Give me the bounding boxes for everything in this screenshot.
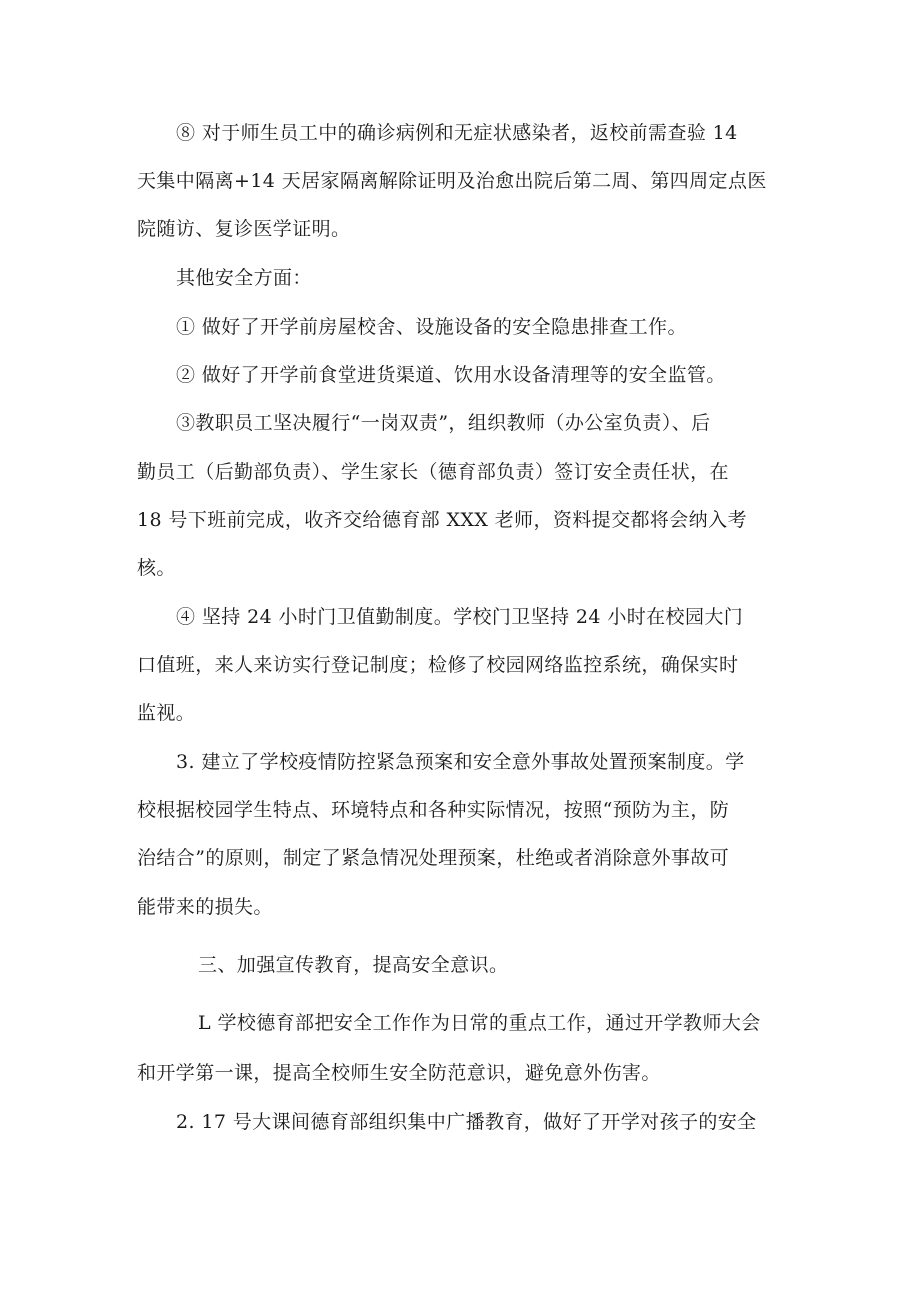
paragraph-line: 3. 建立了学校疫情防控紧急预案和安全意外事故处置预案制度。学 [176, 751, 745, 773]
paragraph-line: ⑧ 对于师生员工中的确诊病例和无症状感染者，返校前需查验 14 [176, 122, 738, 144]
paragraph-line: 能带来的损失。 [137, 896, 273, 918]
paragraph-line: 18 号下班前完成，收齐交给德育部 XXX 老师，资料提交都将会纳入考 [137, 509, 747, 531]
list-item: ② 做好了开学前食堂进货渠道、饮用水设备清理等的安全监管。 [176, 364, 726, 386]
section-heading: 其他安全方面： [176, 267, 312, 289]
paragraph-line: 天集中隔离+14 天居家隔离解除证明及治愈出院后第二周、第四周定点医 [137, 170, 767, 192]
paragraph-line: L 学校德育部把安全工作作为日常的重点工作，通过开学教师大会 [198, 1012, 761, 1034]
paragraph-line: ④ 坚持 24 小时门卫值勤制度。学校门卫坚持 24 小时在校园大门 [176, 606, 744, 628]
paragraph-line: 2. 17 号大课间德育部组织集中广播教育，做好了开学对孩子的安全 [176, 1111, 757, 1133]
paragraph-line: 勤员工（后勤部负责）、学生家长（德育部负责）签订安全责任状，在 [137, 461, 729, 483]
list-item: ① 做好了开学前房屋校舍、设施设备的安全隐患排查工作。 [176, 316, 687, 338]
paragraph-line: 和开学第一课，提高全校师生安全防范意识，避免意外伤害。 [137, 1062, 661, 1084]
paragraph-line: 校根据校园学生特点、环境特点和各种实际情况，按照“预防为主，防 [137, 799, 730, 821]
paragraph-line: 治结合”的原则，制定了紧急情况处理预案，杜绝或者消除意外事故可 [137, 847, 730, 869]
paragraph-line: 口值班，来人来访实行登记制度；检修了校园网络监控系统，确保实时 [137, 654, 739, 676]
section-heading: 三、加强宣传教育，提高安全意识。 [198, 954, 509, 976]
paragraph-line: 监视。 [137, 702, 196, 724]
paragraph-line: 院随访、复诊医学证明。 [137, 218, 351, 240]
paragraph-line: 核。 [137, 557, 176, 579]
paragraph-line: ③教职员工坚决履行“一岗双责”，组织教师（办公室负责）、后 [176, 412, 711, 434]
